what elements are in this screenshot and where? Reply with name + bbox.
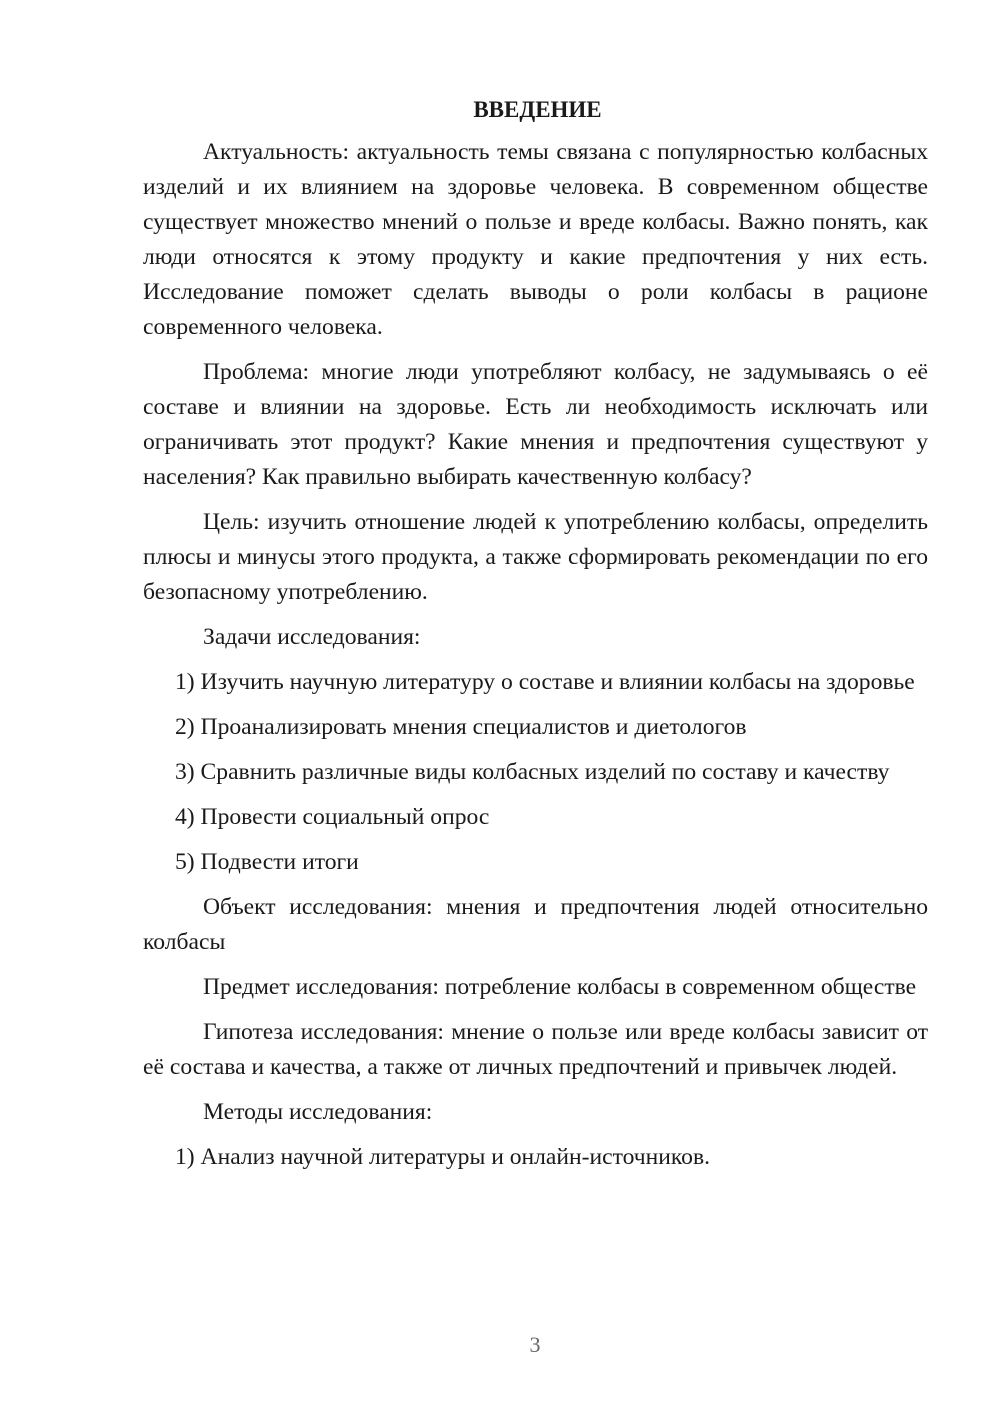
- task-item: 2) Проанализировать мнения специалистов и диетологов: [175, 714, 747, 740]
- subject-paragraph: Предмет исследования: потребление колбасы в современном обществе: [203, 974, 917, 1000]
- page-number: 3: [529, 1332, 541, 1357]
- tasks-heading: Задачи исследования:: [203, 624, 421, 650]
- method-item: 1) Анализ научной литературы и онлайн-источников.: [175, 1144, 711, 1170]
- task-item: 3) Сравнить различные виды колбасных изделий по составу и качеству: [175, 759, 890, 785]
- relevance-paragraph: Актуальность: актуальность темы связана с популярностью колбасных изделий и их влиянием на здоровье человека. В современном обществе существует множество мнений о пользе и вреде колбасы. Важно понять, как люди относятся к этому продукту и какие предпочтения у них есть. Исследование поможет сделать выводы о роли колбасы в рационе современного человека.: [143, 139, 928, 340]
- goal-paragraph: Цель: изучить отношение людей к употреблению колбасы, определить плюсы и минусы этого продукта, а также сформировать рекомендации по его безопасному употреблению.: [143, 509, 928, 605]
- methods-heading: Методы исследования:: [203, 1099, 433, 1125]
- problem-paragraph: Проблема: многие люди употребляют колбасу, не задумываясь о её составе и влиянии на здоровье. Есть ли необходимость исключать или ограничивать этот продукт? Какие мнения и предпочтения существуют у населения? Как правильно выбирать качественную колбасу?: [143, 359, 928, 490]
- task-item: 1) Изучить научную литературу о составе и влиянии колбасы на здоровье: [175, 669, 915, 695]
- object-paragraph: Объект исследования: мнения и предпочтения людей относительно колбасы: [143, 894, 928, 955]
- section-title: ВВЕДЕНИЕ: [473, 97, 602, 122]
- task-item: 5) Подвести итоги: [175, 849, 359, 875]
- hypothesis-paragraph: Гипотеза исследования: мнение о пользе или вреде колбасы зависит от её состава и качества, а также от личных предпочтений и привычек людей.: [143, 1019, 928, 1080]
- task-item: 4) Провести социальный опрос: [175, 804, 490, 830]
- page-content: [143, 92, 928, 1185]
